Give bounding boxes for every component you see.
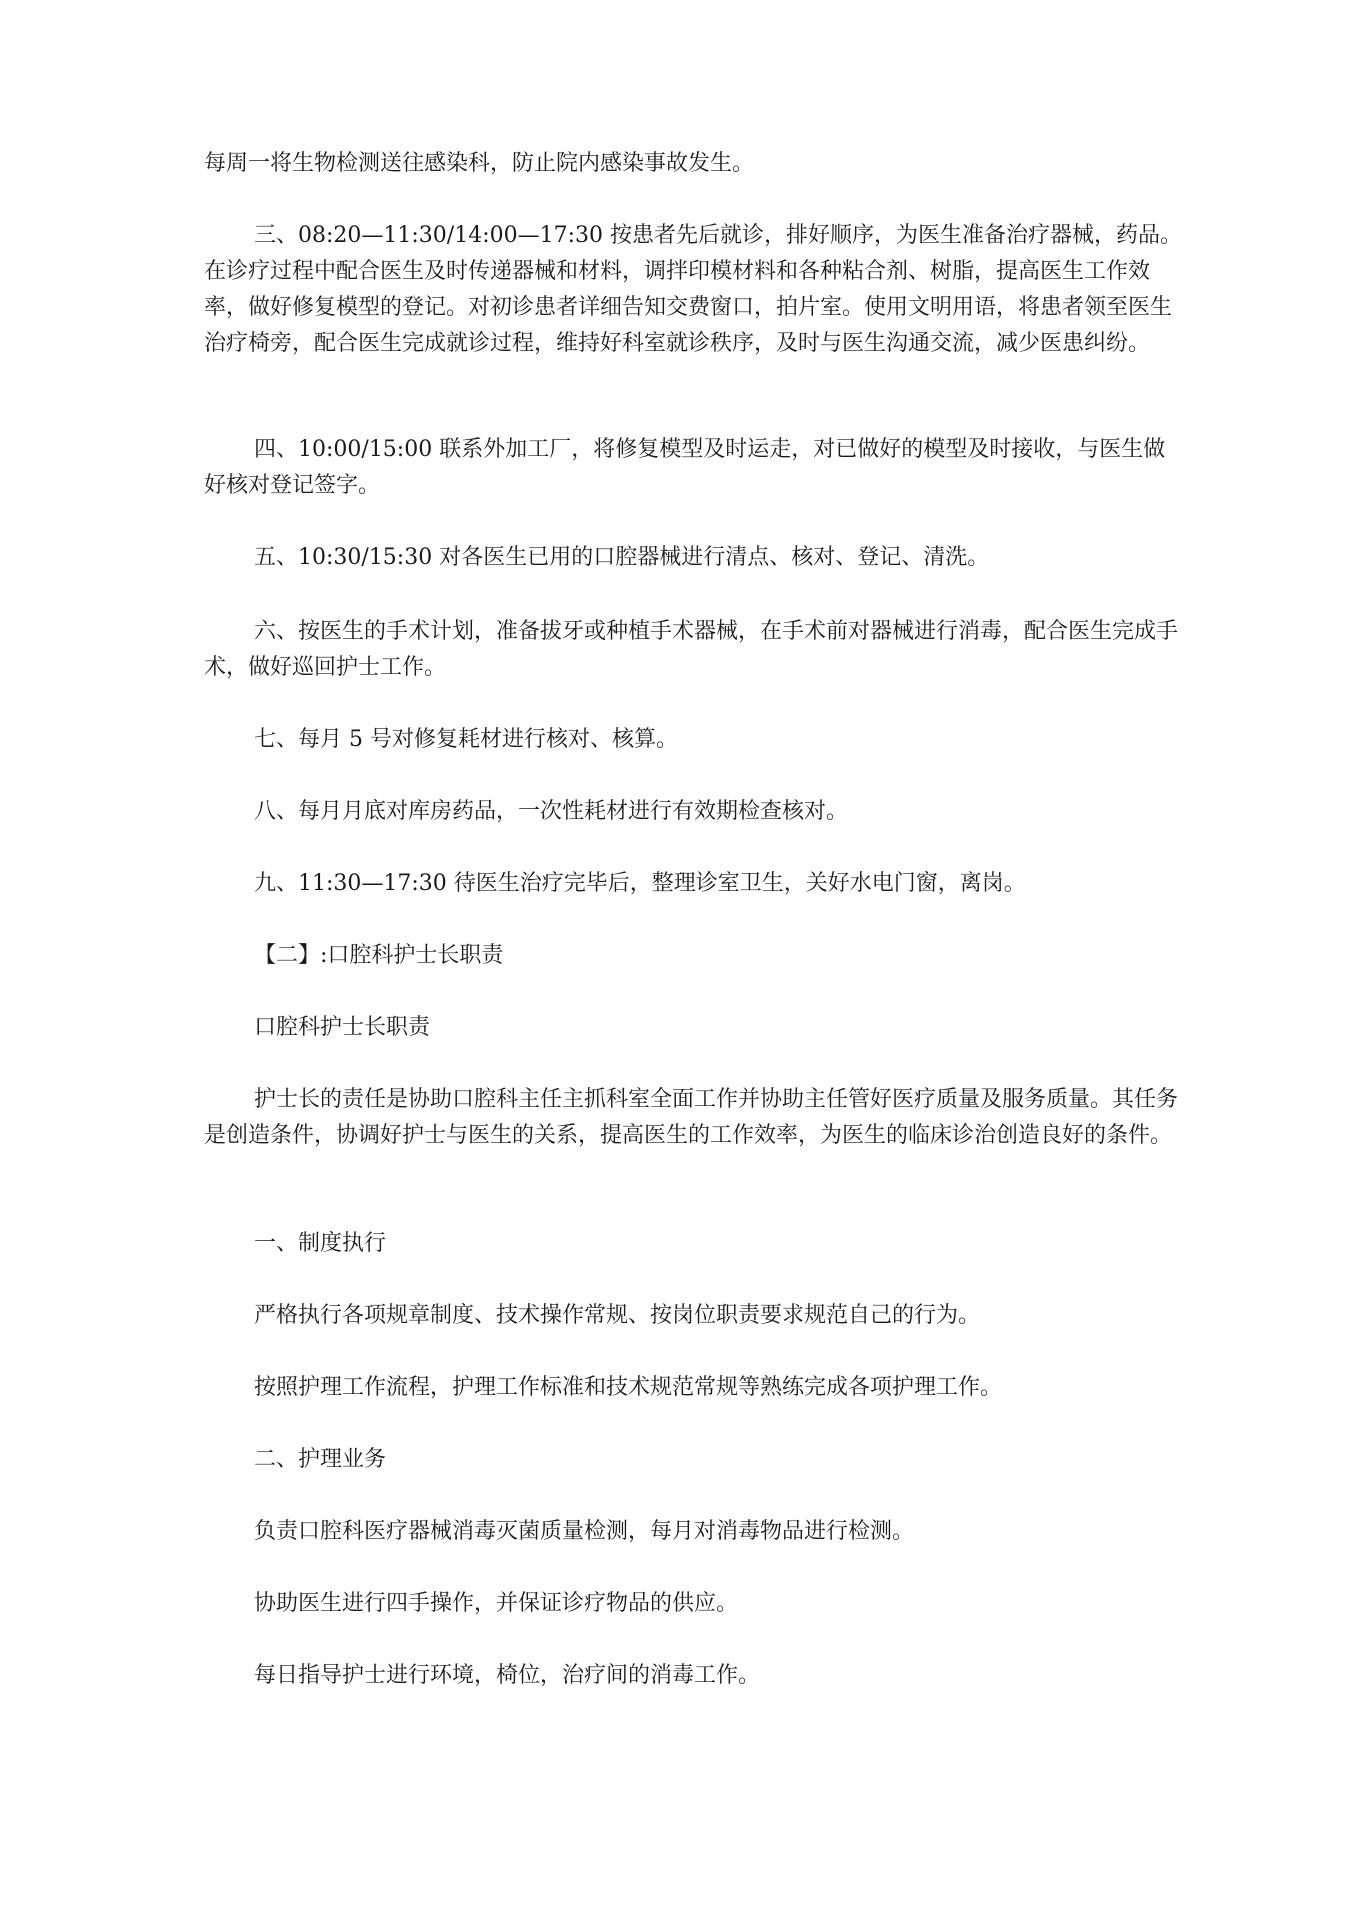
section-title: 口腔科护士长职责 (254, 1015, 431, 1040)
paragraph-item-8: 八、每月月底对库房药品，一次性耗材进行有效期检查核对。 (254, 799, 849, 824)
paragraph-responsibility: 护士长的责任是协助口腔科主任主抓科室全面工作并协助主任管好医疗质量及服务质量。其任务是创造条件，协调好护士与医生的关系，提高医生的工作效率，为医生的临床诊治创造良好的条件。 (204, 1087, 1179, 1148)
paragraph-item-4: 四、10:00/15:00 联系外加工厂，将修复模型及时运走，对已做好的模型及时接收，与医生做好核对登记签字。 (204, 437, 1166, 498)
subheading-system-execution: 一、制度执行 (254, 1231, 387, 1256)
paragraph-daily-guidance: 每日指导护士进行环境，椅位，治疗间的消毒工作。 (254, 1663, 761, 1688)
subheading-nursing-business: 二、护理业务 (254, 1447, 387, 1472)
paragraph-continuation: 每周一将生物检测送往感染科，防止院内感染事故发生。 (204, 151, 755, 176)
paragraph-four-hand: 协助医生进行四手操作，并保证诊疗物品的供应。 (254, 1591, 739, 1616)
paragraph-item-7: 七、每月 5 号对修复耗材进行核对、核算。 (254, 727, 678, 752)
paragraph-workflow: 按照护理工作流程，护理工作标准和技术规范常规等熟练完成各项护理工作。 (254, 1375, 1003, 1400)
paragraph-item-9: 九、11:30—17:30 待医生治疗完毕后，整理诊室卫生，关好水电门窗，离岗。 (254, 871, 1026, 896)
paragraph-rules: 严格执行各项规章制度、技术操作常规、按岗位职责要求规范自己的行为。 (254, 1303, 981, 1328)
section-heading: 【二】:口腔科护士长职责 (254, 943, 504, 968)
paragraph-item-6: 六、按医生的手术计划，准备拔牙或种植手术器械，在手术前对器械进行消毒，配合医生完成手术，做好巡回护士工作。 (204, 619, 1179, 680)
paragraph-item-5: 五、10:30/15:30 对各医生已用的口腔器械进行清点、核对、登记、清洗。 (254, 545, 990, 570)
paragraph-item-3: 三、08:20—11:30/14:00—17:30 按患者先后就诊，排好顺序，为医生准备治疗器械，药品。在诊疗过程中配合医生及时传递器械和材料，调拌印模材料和各种粘合剂、树脂，提高医生工作效率，做好修复模型的登记。对初诊患者详细告知交费窗口，拍片室。使用文明用语，将患者领至医生治疗椅旁，配合医生完成就诊过程，维持好科室就诊秩序，及时与医生沟通交流，减少医患纠纷。 (204, 223, 1183, 356)
paragraph-sterilization: 负责口腔科医疗器械消毒灭菌质量检测，每月对消毒物品进行检测。 (254, 1519, 915, 1544)
